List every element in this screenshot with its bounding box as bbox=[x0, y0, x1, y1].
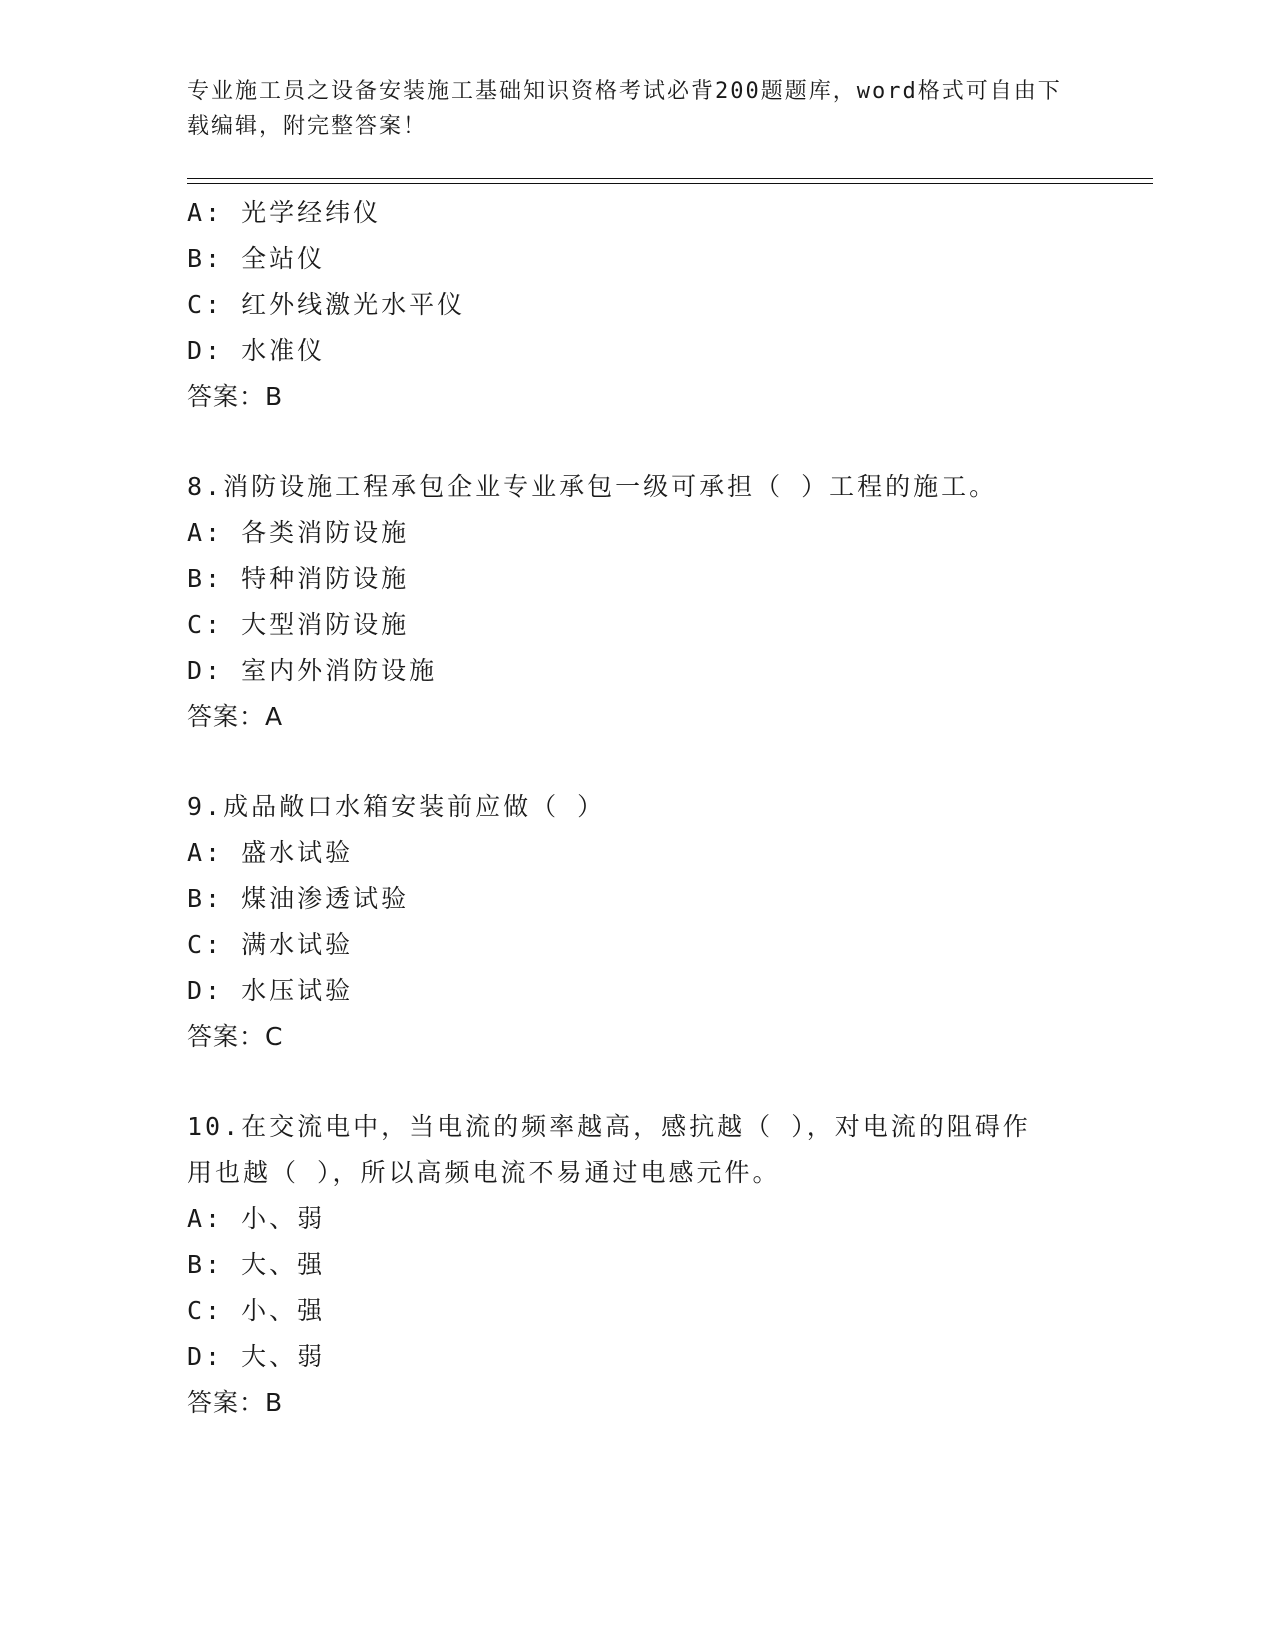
option-b: B: 特种消防设施 bbox=[187, 564, 410, 593]
header-rule-top bbox=[187, 178, 1153, 179]
option-d: D: 水压试验 bbox=[187, 976, 354, 1005]
block-spacer bbox=[187, 740, 1087, 784]
option-c: C: 红外线激光水平仪 bbox=[187, 290, 466, 319]
option-a: A: 光学经纬仪 bbox=[187, 198, 382, 227]
answer-line: 答案：B bbox=[187, 382, 284, 411]
answer-line: 答案：A bbox=[187, 702, 284, 731]
option-b: B: 全站仪 bbox=[187, 244, 326, 273]
question-list bbox=[187, 190, 1087, 1426]
block-spacer bbox=[187, 1060, 1087, 1104]
option-a: A: 盛水试验 bbox=[187, 838, 354, 867]
header-rule-bottom bbox=[187, 183, 1153, 184]
option-d: D: 室内外消防设施 bbox=[187, 656, 438, 685]
question-block-7 bbox=[187, 190, 1087, 420]
option-b: B: 大、强 bbox=[187, 1250, 326, 1279]
question-block-10 bbox=[187, 1104, 1087, 1426]
question-text: 8.消防设施工程承包企业专业承包一级可承担（ ）工程的施工。 bbox=[187, 472, 998, 501]
question-text: 9.成品敞口水箱安装前应做（ ） bbox=[187, 792, 606, 821]
option-a: A: 小、弱 bbox=[187, 1204, 326, 1233]
question-block-8 bbox=[187, 464, 1087, 740]
question-block-9 bbox=[187, 784, 1087, 1060]
option-c: C: 大型消防设施 bbox=[187, 610, 410, 639]
option-d: D: 大、弱 bbox=[187, 1342, 326, 1371]
option-a: A: 各类消防设施 bbox=[187, 518, 410, 547]
option-c: C: 小、强 bbox=[187, 1296, 326, 1325]
block-spacer bbox=[187, 420, 1087, 464]
answer-line: 答案：C bbox=[187, 1022, 284, 1051]
option-c: C: 满水试验 bbox=[187, 930, 354, 959]
option-d: D: 水准仪 bbox=[187, 336, 326, 365]
option-b: B: 煤油渗透试验 bbox=[187, 884, 410, 913]
question-text: 10.在交流电中，当电流的频率越高，感抗越（ ），对电流的阻碍作用也越（ ），所以高频电流不易通过电感元件。 bbox=[187, 1112, 1031, 1187]
answer-line: 答案：B bbox=[187, 1388, 284, 1417]
document-header: 专业施工员之设备安装施工基础知识资格考试必背200题题库，word格式可自由下载编辑，附完整答案！ bbox=[187, 79, 1062, 139]
